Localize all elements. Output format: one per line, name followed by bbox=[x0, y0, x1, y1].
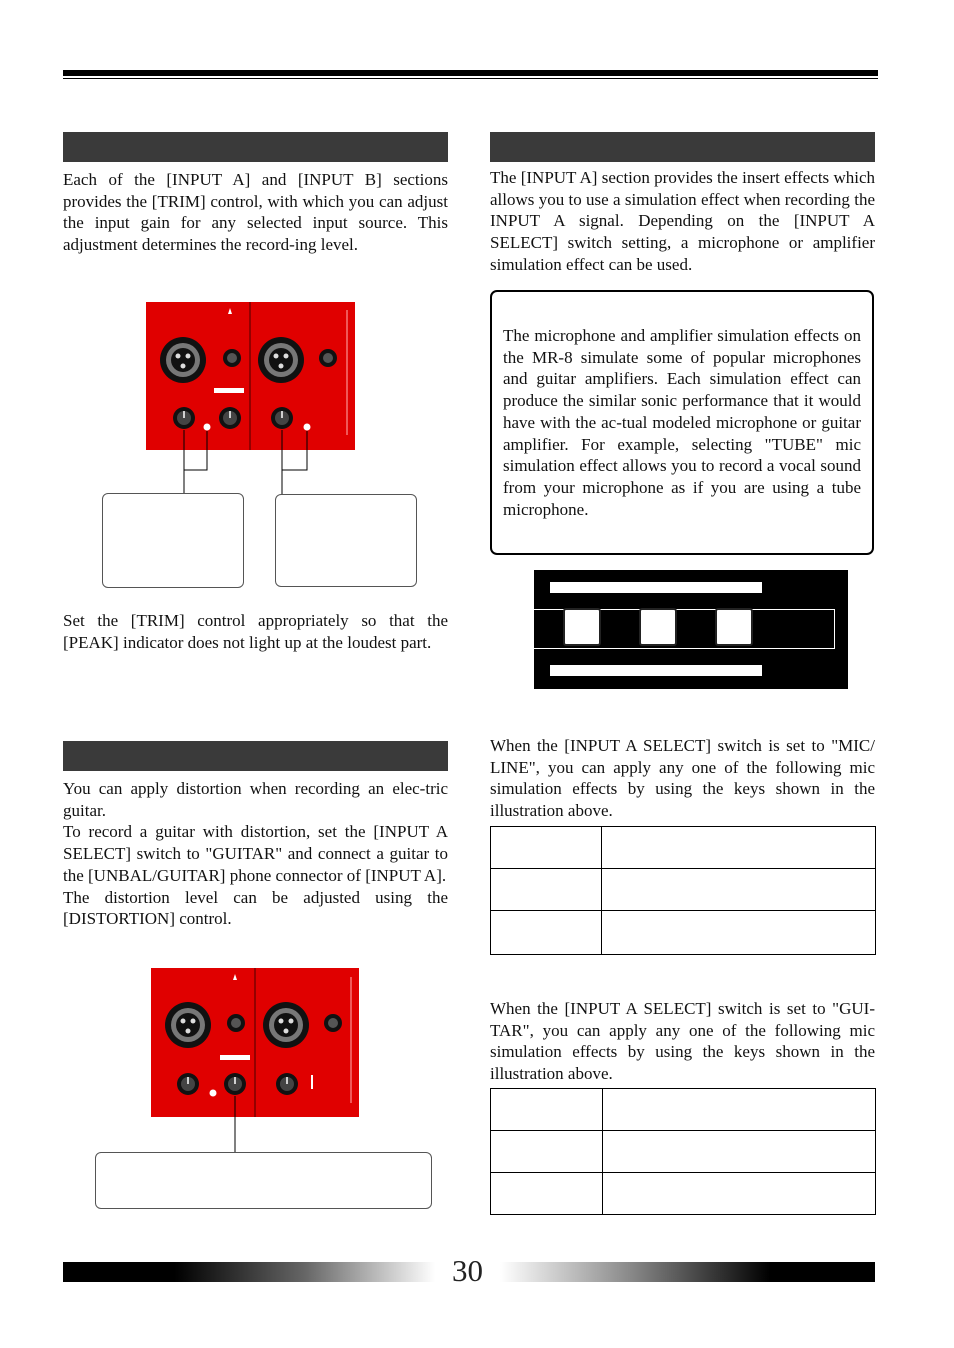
peak-led-a bbox=[210, 1090, 217, 1097]
table-row bbox=[491, 869, 876, 911]
table-row bbox=[491, 827, 876, 869]
distortion-section-heading bbox=[63, 741, 448, 771]
distortion-body-2: To record a guitar with distortion, set the [INPUT A SELECT] switch to "GUITAR" and connect a guitar to the [UNBAL/GUITAR] phone connector of [INPUT A]. bbox=[63, 822, 448, 885]
page-number: 30 bbox=[452, 1253, 483, 1288]
distortion-callout bbox=[95, 1152, 432, 1209]
table-row bbox=[491, 1173, 876, 1215]
header-rule-thin bbox=[63, 78, 878, 79]
trim-knob-b bbox=[271, 407, 293, 429]
peak-led-a bbox=[204, 424, 211, 431]
guitar-description: When the [INPUT A SELECT] switch is set to "GUI-TAR", you can apply any one of the following mic simulation effects by using the keys shown in the illustration above. bbox=[490, 999, 875, 1084]
table-row bbox=[491, 911, 876, 955]
phone-jack-a bbox=[223, 349, 241, 367]
footer-gradient-left bbox=[63, 1262, 435, 1282]
trim-peak-callout-b bbox=[275, 494, 417, 587]
insert-effects-body: The [INPUT A] section provides the insert effects which allows you to use a simulation effect when recording the INPUT A signal. Depending on the [INPUT A SELECT] switch setting, a microphone or amplifier simulation effect can be used. bbox=[490, 168, 875, 274]
trim-section-body: Each of the [INPUT A] and [INPUT B] sections provides the [TRIM] control, with which you can adjust the input gain for any selected input source. This adjustment determines the record-ing level. bbox=[63, 170, 448, 255]
xlr-connector-b bbox=[263, 1002, 309, 1048]
display-bar-bottom bbox=[550, 665, 762, 676]
distortion-body-1: You can apply distortion when recording an elec-tric guitar. bbox=[63, 779, 448, 820]
header-rule-thick bbox=[63, 70, 878, 76]
trim-section-heading bbox=[63, 132, 448, 162]
mic-line-description: When the [INPUT A SELECT] switch is set to "MIC/ LINE", you can apply any one of the following mic simulation effects by using the keys shown in the illustration above. bbox=[490, 736, 875, 821]
phone-jack-b bbox=[319, 349, 337, 367]
trim-knob-a bbox=[173, 407, 195, 429]
trim-section-note: Set the [TRIM] control appropriately so that the [PEAK] indicator does not light up at the loudest part. bbox=[63, 611, 448, 652]
distortion-section-body bbox=[63, 778, 448, 930]
mic-simulation-table bbox=[490, 826, 876, 955]
trim-knob-b bbox=[276, 1073, 298, 1095]
display-bar-top bbox=[550, 582, 762, 593]
distortion-body-3: The distortion level can be adjusted using the [DISTORTION] control. bbox=[63, 887, 448, 929]
table-row bbox=[491, 1089, 876, 1131]
simulation-key-3[interactable] bbox=[715, 608, 753, 646]
simulation-key-2[interactable] bbox=[639, 608, 677, 646]
phone-jack-b bbox=[324, 1014, 342, 1032]
table-row bbox=[491, 1131, 876, 1173]
amp-simulation-table bbox=[490, 1088, 876, 1215]
trim-peak-callout-a bbox=[102, 493, 244, 588]
distortion-knob bbox=[219, 407, 241, 429]
simulation-keys-display bbox=[534, 570, 848, 689]
xlr-connector-a bbox=[165, 1002, 211, 1048]
footer-gradient-right bbox=[500, 1262, 875, 1282]
distortion-knob bbox=[224, 1073, 246, 1095]
xlr-connector-b bbox=[258, 337, 304, 383]
phone-jack-a bbox=[227, 1014, 245, 1032]
simulation-info-text: The microphone and amplifier simulation effects on the MR-8 simulate some of popular microphones and guitar amplifiers. Each simulation effect can produce the similar sonic performance that it would have with the ac-tual modeled microphone or guitar amplifier. For example, selecting "TUBE" mic simulation effect allows you to record a vocal sound from your microphone as if you are using a tube microphone. bbox=[503, 326, 861, 519]
xlr-connector-a bbox=[160, 337, 206, 383]
insert-effects-heading bbox=[490, 132, 875, 162]
trim-knob-a bbox=[177, 1073, 199, 1095]
simulation-key-1[interactable] bbox=[563, 608, 601, 646]
peak-led-b bbox=[304, 424, 311, 431]
